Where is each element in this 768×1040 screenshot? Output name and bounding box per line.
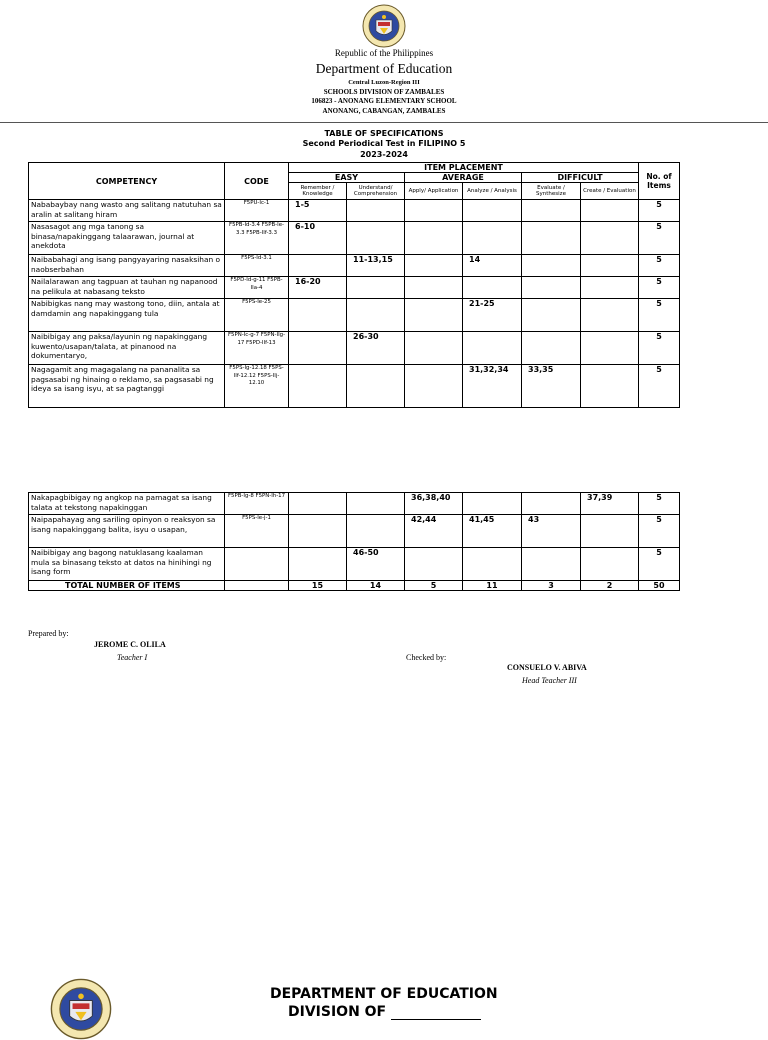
- evaluate-cell: [522, 493, 581, 515]
- apply-cell: 36,38,40: [405, 493, 463, 515]
- competency-cell: Naibibigay ang bagong natuklasang kaalaman mula sa binasang teksto at datos na hinihingi ng isang form: [29, 548, 225, 581]
- total-remember: 15: [289, 581, 347, 591]
- remember-cell: 1-5: [289, 200, 347, 222]
- title-line-3: 2023-2024: [360, 150, 408, 159]
- total-code-cell: [225, 581, 289, 591]
- understand-cell: [347, 515, 405, 548]
- table-row: [29, 222, 680, 255]
- create-cell: [581, 299, 639, 332]
- create-cell: [581, 255, 639, 277]
- create-cell: [581, 332, 639, 365]
- region-line: Central Luzon-Region III: [348, 79, 420, 86]
- understand-cell: [347, 365, 405, 408]
- header-understand: Understand/ Comprehension: [347, 183, 405, 200]
- header-average: AVERAGE: [405, 173, 522, 183]
- items-cell: 5: [639, 255, 680, 277]
- competency-cell: Nagagamit ang magagalang na pananalita sa pagsasabi ng hinaing o reklamo, sa pagsasabi ng ideya sa isang isyu, at sa pagtanggi: [29, 365, 225, 408]
- analyze-cell: 31,32,34: [463, 365, 522, 408]
- code-cell: F5PS-Ie-25: [225, 299, 289, 332]
- total-apply: 5: [405, 581, 463, 591]
- understand-cell: 46-50: [347, 548, 405, 581]
- table-row: [29, 493, 680, 515]
- analyze-cell: [463, 277, 522, 299]
- items-cell: 5: [639, 493, 680, 515]
- header-no-of-items: No. of Items: [639, 163, 680, 200]
- remember-cell: 16-20: [289, 277, 347, 299]
- create-cell: 37,39: [581, 493, 639, 515]
- code-cell: [225, 548, 289, 581]
- items-cell: 5: [639, 299, 680, 332]
- remember-cell: [289, 365, 347, 408]
- header-analyze: Analyze / Analysis: [463, 183, 522, 200]
- school-line: 106823 - ANONANG ELEMENTARY SCHOOL: [311, 97, 457, 105]
- evaluate-cell: [522, 299, 581, 332]
- competency-cell: Naipapahayag ang sariling opinyon o reaksyon sa isang napakinggang balita, isyu o usapan,: [29, 515, 225, 548]
- division-line: SCHOOLS DIVISION OF ZAMBALES: [323, 88, 445, 96]
- header-competency: COMPETENCY: [29, 163, 225, 200]
- checker-name: CONSUELO V. ABIVA: [507, 663, 587, 672]
- apply-cell: [405, 222, 463, 255]
- table-row: [29, 255, 680, 277]
- header-divider: [0, 122, 768, 123]
- competency-cell: Nabibigkas nang may wastong tono, diin, antala at damdamin ang napakinggang tula: [29, 299, 225, 332]
- table-row: [29, 299, 680, 332]
- table-row: [29, 365, 680, 408]
- items-cell: 5: [639, 548, 680, 581]
- create-cell: [581, 365, 639, 408]
- code-cell: F5PB-Ig-8 F5PN-Ih-17: [225, 493, 289, 515]
- analyze-cell: [463, 222, 522, 255]
- understand-cell: [347, 222, 405, 255]
- remember-cell: [289, 332, 347, 365]
- code-cell: F5PD-Id-g-11 F5PB-IIa-4: [225, 277, 289, 299]
- specifications-table: [28, 162, 680, 408]
- understand-cell: [347, 299, 405, 332]
- understand-cell: [347, 493, 405, 515]
- total-label: TOTAL NUMBER OF ITEMS: [29, 581, 225, 591]
- create-cell: [581, 200, 639, 222]
- create-cell: [581, 548, 639, 581]
- evaluate-cell: [522, 332, 581, 365]
- analyze-cell: [463, 493, 522, 515]
- header-remember: Remember / Knowledge: [289, 183, 347, 200]
- evaluate-cell: [522, 200, 581, 222]
- remember-cell: 6-10: [289, 222, 347, 255]
- evaluate-cell: [522, 222, 581, 255]
- create-cell: [581, 222, 639, 255]
- header-apply: Apply/ Application: [405, 183, 463, 200]
- table-row: [29, 515, 680, 548]
- total-evaluate: 3: [522, 581, 581, 591]
- remember-cell: [289, 493, 347, 515]
- analyze-cell: 21-25: [463, 299, 522, 332]
- header-evaluate: Evaluate / Synthesize: [522, 183, 581, 200]
- title-line-1: TABLE OF SPECIFICATIONS: [324, 129, 444, 138]
- footer-division-label: DIVISION OF: [288, 1004, 387, 1020]
- total-row: [29, 581, 680, 591]
- checker-title: Head Teacher III: [522, 676, 577, 685]
- footer-division: [288, 1004, 481, 1020]
- table-row: [29, 332, 680, 365]
- prepared-by-label: Prepared by:: [28, 629, 69, 638]
- understand-cell: [347, 200, 405, 222]
- department-line: Department of Education: [315, 61, 453, 76]
- preparer-title: Teacher I: [117, 653, 148, 662]
- competency-cell: Naibabahagi ang isang pangyayaring nasaksihan o naobserbahan: [29, 255, 225, 277]
- header-code: CODE: [225, 163, 289, 200]
- code-cell: F5PS-Ig-12.18 F5PS-IIf-12.12 F5PS-IIj-12.10: [225, 365, 289, 408]
- apply-cell: [405, 332, 463, 365]
- code-cell: F5PN-Ic-g-7 F5PN-IIg-17 F5PD-IIf-13: [225, 332, 289, 365]
- address-line: ANONANG, CABANGAN, ZAMBALES: [322, 107, 446, 115]
- evaluate-cell: [522, 548, 581, 581]
- create-cell: [581, 515, 639, 548]
- analyze-cell: 14: [463, 255, 522, 277]
- analyze-cell: [463, 332, 522, 365]
- evaluate-cell: [522, 277, 581, 299]
- items-cell: 5: [639, 222, 680, 255]
- items-cell: 5: [639, 515, 680, 548]
- competency-cell: Nababaybay nang wasto ang salitang natutuhan sa aralin at salitang hiram: [29, 200, 225, 222]
- code-cell: F5PS-Ie-j-1: [225, 515, 289, 548]
- title-line-2: Second Periodical Test in FILIPINO 5: [302, 139, 466, 148]
- analyze-cell: [463, 548, 522, 581]
- deped-seal-logo-footer: [50, 978, 112, 1040]
- table-row: [29, 548, 680, 581]
- remember-cell: [289, 255, 347, 277]
- create-cell: [581, 277, 639, 299]
- checked-by-label: Checked by:: [406, 653, 447, 662]
- preparer-name: JEROME C. OLILA: [94, 640, 166, 649]
- table-row: [29, 277, 680, 299]
- division-blank-line: [391, 1007, 481, 1020]
- evaluate-cell: [522, 255, 581, 277]
- apply-cell: [405, 299, 463, 332]
- items-cell: 5: [639, 200, 680, 222]
- competency-cell: Nasasagot ang mga tanong sa binasa/napakinggang talaarawan, journal at anekdota: [29, 222, 225, 255]
- deped-seal-logo: [362, 4, 406, 48]
- header-create: Create / Evaluation: [581, 183, 639, 200]
- apply-cell: [405, 277, 463, 299]
- items-cell: 5: [639, 277, 680, 299]
- header-item-placement: ITEM PLACEMENT: [289, 163, 639, 173]
- total-create: 2: [581, 581, 639, 591]
- total-analyze: 11: [463, 581, 522, 591]
- evaluate-cell: 43: [522, 515, 581, 548]
- footer-department: DEPARTMENT OF EDUCATION: [270, 986, 498, 1002]
- apply-cell: [405, 200, 463, 222]
- competency-cell: Nailalarawan ang tagpuan at tauhan ng napanood na pelikula at nabasang teksto: [29, 277, 225, 299]
- table-body-continued: [29, 493, 680, 581]
- items-cell: 5: [639, 365, 680, 408]
- items-cell: 5: [639, 332, 680, 365]
- evaluate-cell: 33,35: [522, 365, 581, 408]
- code-cell: F5PB-Id-3.4 F5PB-Ie-3.3 F5PB-IIf-3.3: [225, 222, 289, 255]
- apply-cell: [405, 548, 463, 581]
- table-row: [29, 200, 680, 222]
- remember-cell: [289, 299, 347, 332]
- header-difficult: DIFFICULT: [522, 173, 639, 183]
- analyze-cell: [463, 200, 522, 222]
- letterhead: [0, 0, 768, 124]
- understand-cell: 11-13,15: [347, 255, 405, 277]
- apply-cell: [405, 255, 463, 277]
- remember-cell: [289, 548, 347, 581]
- competency-cell: Naibibigay ang paksa/layunin ng napakinggang kuwento/usapan/talata, at pinanood na dokumentaryo,: [29, 332, 225, 365]
- republic-line: Republic of the Philippines: [334, 48, 434, 58]
- code-cell: F5PU-Ic-1: [225, 200, 289, 222]
- total-items: 50: [639, 581, 680, 591]
- analyze-cell: 41,45: [463, 515, 522, 548]
- header-easy: EASY: [289, 173, 405, 183]
- competency-cell: Nakapagbibigay ng angkop na pamagat sa isang talata at tekstong napakinggan: [29, 493, 225, 515]
- understand-cell: 26-30: [347, 332, 405, 365]
- apply-cell: 42,44: [405, 515, 463, 548]
- specifications-table-continued: [28, 492, 680, 591]
- remember-cell: [289, 515, 347, 548]
- table-body: [29, 200, 680, 408]
- total-understand: 14: [347, 581, 405, 591]
- apply-cell: [405, 365, 463, 408]
- code-cell: F5PS-Id-3.1: [225, 255, 289, 277]
- understand-cell: [347, 277, 405, 299]
